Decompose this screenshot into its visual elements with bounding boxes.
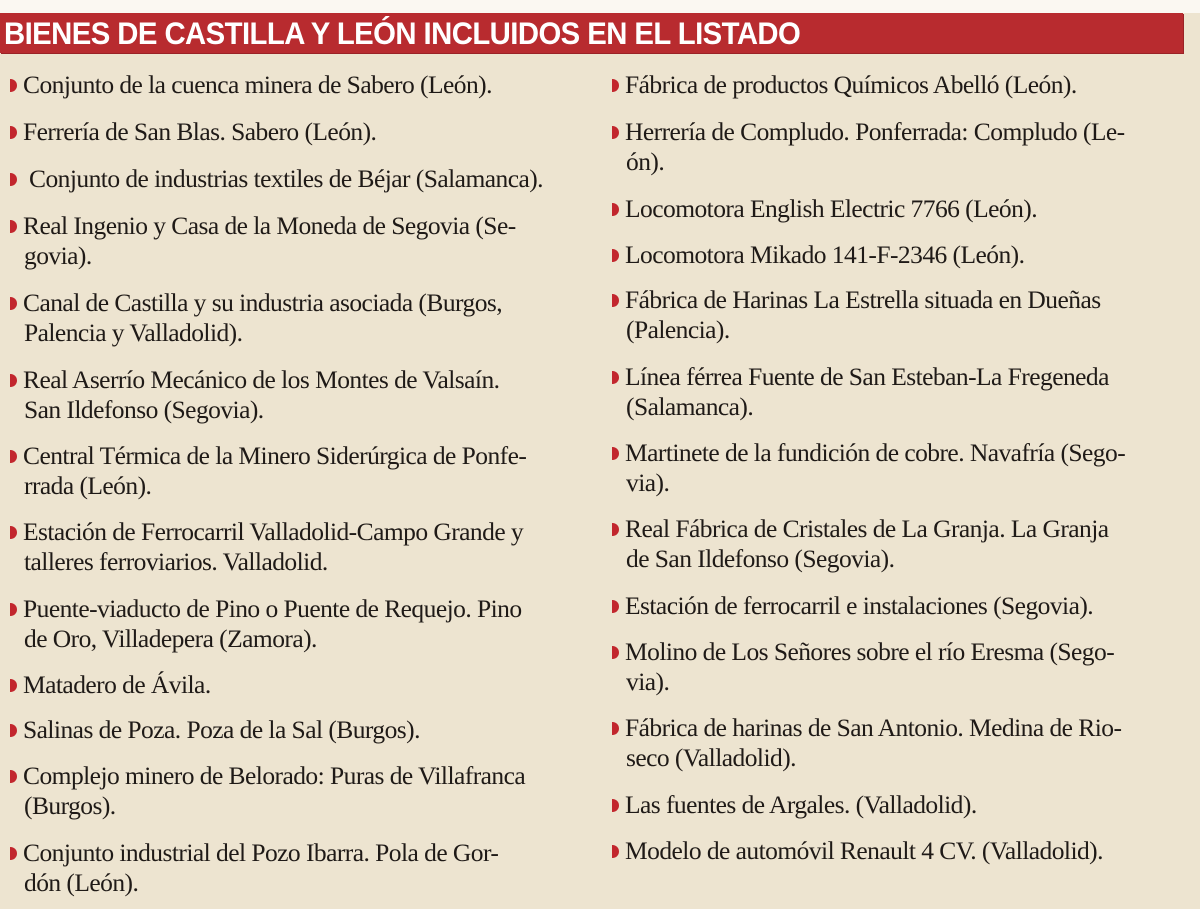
list-item: Modelo de automóvil Renault 4 CV. (Valladolid).	[612, 836, 1103, 866]
header-band	[0, 13, 1183, 53]
list-item: Real Aserrío Mecánico de los Montes de Valsaín. San Ildefonso (Segovia).	[10, 365, 499, 425]
top-margin-strip	[0, 0, 1200, 13]
list-item: Molino de Los Señores sobre el río Eresma (Sego- via).	[612, 637, 1114, 697]
list-item: Locomotora English Electric 7766 (León).	[612, 194, 1037, 224]
bullet-icon	[612, 600, 619, 613]
bullet-icon	[10, 374, 17, 387]
bullet-icon	[612, 722, 619, 735]
list-item: Real Ingenio y Casa de la Moneda de Segovia (Se- govia).	[10, 211, 516, 271]
bullet-icon	[10, 679, 17, 692]
list-item: Central Térmica de la Minero Siderúrgica de Ponfe- rrada (León).	[10, 441, 526, 501]
bullet-icon	[10, 220, 17, 233]
bullet-icon	[612, 294, 619, 307]
bullet-icon	[10, 724, 17, 737]
page-title: BIENES DE CASTILLA Y LEÓN INCLUIDOS EN EL LISTADO	[4, 15, 801, 51]
list-item: Estación de ferrocarril e instalaciones (Segovia).	[612, 591, 1093, 621]
list-item: Conjunto de industrias textiles de Béjar (Salamanca).	[10, 164, 543, 194]
list-item: Conjunto industrial del Pozo Ibarra. Pola de Gor- dón (León).	[10, 838, 498, 898]
bullet-icon	[612, 126, 619, 139]
list-item: Real Fábrica de Cristales de La Granja. La Granja de San Ildefonso (Segovia).	[612, 514, 1109, 574]
bullet-icon	[612, 447, 619, 460]
bullet-icon	[10, 603, 17, 616]
bullet-icon	[10, 526, 17, 539]
bullet-icon	[10, 770, 17, 783]
bullet-icon	[10, 297, 17, 310]
bullet-icon	[612, 646, 619, 659]
bullet-icon	[612, 523, 619, 536]
list-item: Locomotora Mikado 141-F-2346 (León).	[612, 240, 1024, 270]
list-item: Martinete de la fundición de cobre. Navafría (Sego- via).	[612, 438, 1125, 498]
list-item: Conjunto de la cuenca minera de Sabero (León).	[10, 70, 492, 100]
list-item: Puente-viaducto de Pino o Puente de Requejo. Pino de Oro, Villadepera (Zamora).	[10, 594, 522, 654]
list-item: Matadero de Ávila.	[10, 670, 211, 700]
bullet-icon	[10, 79, 17, 92]
list-item: Herrería de Compludo. Ponferrada: Compludo (Le- ón).	[612, 117, 1125, 177]
list-item: Complejo minero de Belorado: Puras de Villafranca (Burgos).	[10, 761, 525, 821]
bullet-icon	[10, 173, 17, 186]
bullet-icon	[10, 450, 17, 463]
bullet-icon	[612, 845, 619, 858]
bullet-icon	[612, 203, 619, 216]
list-item: Fábrica de harinas de San Antonio. Medina de Rio- seco (Valladolid).	[612, 713, 1121, 773]
list-item: Canal de Castilla y su industria asociada (Burgos, Palencia y Valladolid).	[10, 288, 502, 348]
list-item: Ferrería de San Blas. Sabero (León).	[10, 117, 376, 147]
bullet-icon	[612, 79, 619, 92]
list-item: Las fuentes de Argales. (Valladolid).	[612, 790, 977, 820]
bullet-icon	[612, 249, 619, 262]
list-item: Fábrica de productos Químicos Abelló (León).	[612, 70, 1077, 100]
list-item: Salinas de Poza. Poza de la Sal (Burgos).	[10, 715, 420, 745]
list-item: Estación de Ferrocarril Valladolid-Campo Grande y talleres ferroviarios. Valladolid.	[10, 517, 523, 577]
bullet-icon	[612, 799, 619, 812]
bullet-icon	[10, 847, 17, 860]
list-item: Fábrica de Harinas La Estrella situada en Dueñas (Palencia).	[612, 285, 1101, 345]
list-item: Línea férrea Fuente de San Esteban-La Fregeneda (Salamanca).	[612, 362, 1109, 422]
bullet-icon	[10, 126, 17, 139]
bullet-icon	[612, 371, 619, 384]
